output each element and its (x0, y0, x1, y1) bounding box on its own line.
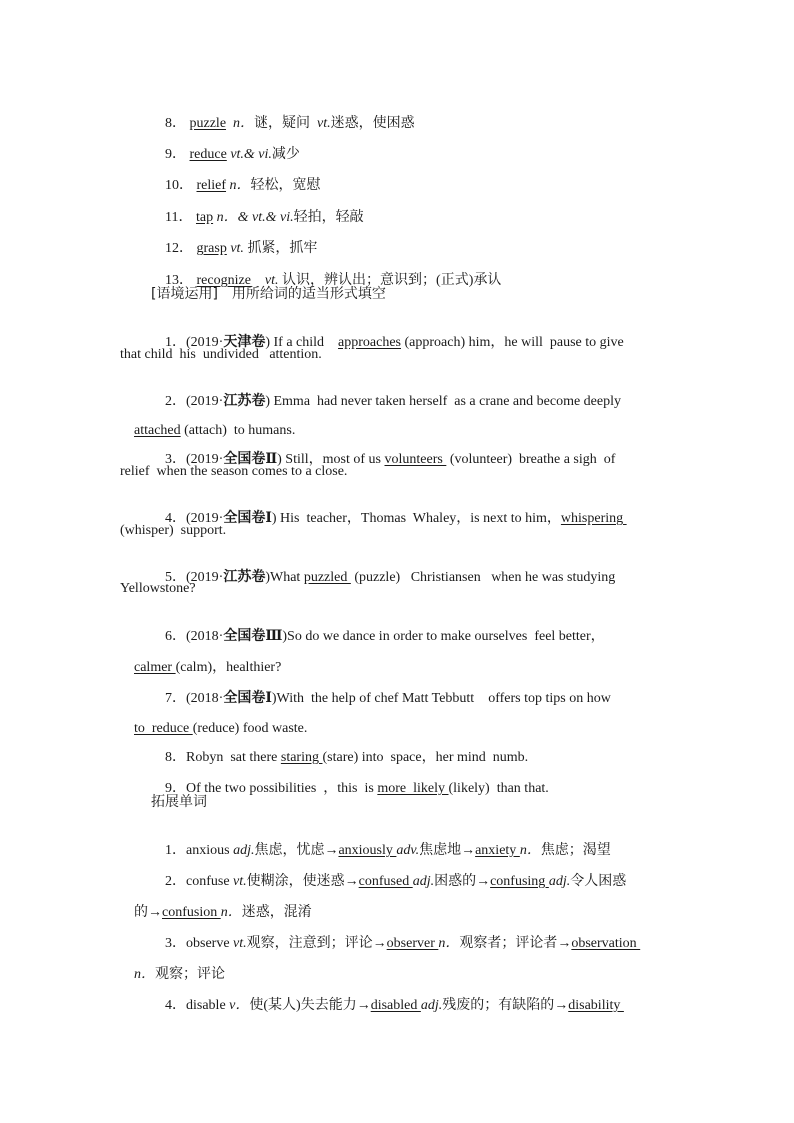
exercise-continuation: Yellowstone? (120, 581, 196, 596)
exercise-continuation: relief when the season comes to a close. (120, 464, 348, 479)
vocab-item: 9． reduce vt.& vi.减少 (165, 147, 300, 162)
expand-continuation: 的→confusion n．迷惑，混淆 (134, 905, 312, 920)
expand-continuation: n．观察；评论 (134, 967, 225, 982)
exercise-continuation: calmer (calm)，healthier? (134, 660, 282, 675)
exercise-continuation: attached (attach) to humans. (134, 423, 296, 438)
exercise-item: 4．(2019·全国卷Ⅰ) His teacher，Thomas Whaley，is next to him，whispering (165, 511, 627, 526)
exercise-item: 7．(2018·全国卷Ⅰ)With the help of chef Matt Tebbutt offers top tips on how (165, 691, 611, 706)
expand-item: 1．anxious adj.焦虑，忧虑→anxiously adv.焦虑地→anxiety n．焦虑；渴望 (165, 843, 611, 858)
exercise-continuation: to reduce (reduce) food waste. (134, 721, 308, 736)
exercise-item: 8．Robyn sat there staring (stare) into space，her mind numb. (165, 750, 529, 765)
expand-item: 4．disable v．使(某人)失去能力→disabled adj.残废的；有缺陷的→disability (165, 998, 624, 1013)
exercise-item: 1．(2019·天津卷) If a child approaches (approach) him，he will pause to give (165, 335, 624, 350)
expand-item: 3．observe vt.观察，注意到；评论→observer n．观察者；评论者→observation (165, 936, 641, 951)
expand-item: 2．confuse vt.使糊涂，使迷惑→confused adj.困惑的→confusing adj.令人困惑 (165, 874, 627, 889)
exercise-item: 3．(2019·全国卷Ⅱ) Still，most of us volunteers (volunteer) breathe a sigh of (165, 452, 616, 467)
vocab-item: 8． puzzle n．谜，疑问 vt.迷惑，使困惑 (165, 116, 415, 131)
exercise-continuation: (whisper) support. (120, 523, 227, 538)
section-heading-context: [语境运用] 用所给词的适当形式填空 (151, 286, 386, 302)
vocab-item: 13． recognize vt. 认识，辨认出；意识到；(正式)承认 (165, 273, 502, 288)
exercise-continuation: that child his undivided attention. (120, 347, 322, 362)
exercise-item: 2．(2019·江苏卷) Emma had never taken herself as a crane and become deeply (165, 394, 621, 409)
section-heading-expand: 拓展单词 (151, 794, 207, 810)
exercise-item: 5．(2019·江苏卷)What puzzled (puzzle) Christiansen when he was studying (165, 570, 616, 585)
vocab-item: 10． relief n．轻松，宽慰 (165, 178, 321, 193)
vocab-item: 12． grasp vt. 抓紧，抓牢 (165, 241, 318, 256)
exercise-item: 9．Of the two possibilities ，this is more likely (likely) than that. (165, 781, 549, 796)
vocab-item: 11． tap n．& vt.& vi.轻拍，轻敲 (165, 210, 364, 225)
exercise-item: 6．(2018·全国卷Ⅲ)So do we dance in order to make ourselves feel better， (165, 629, 605, 644)
